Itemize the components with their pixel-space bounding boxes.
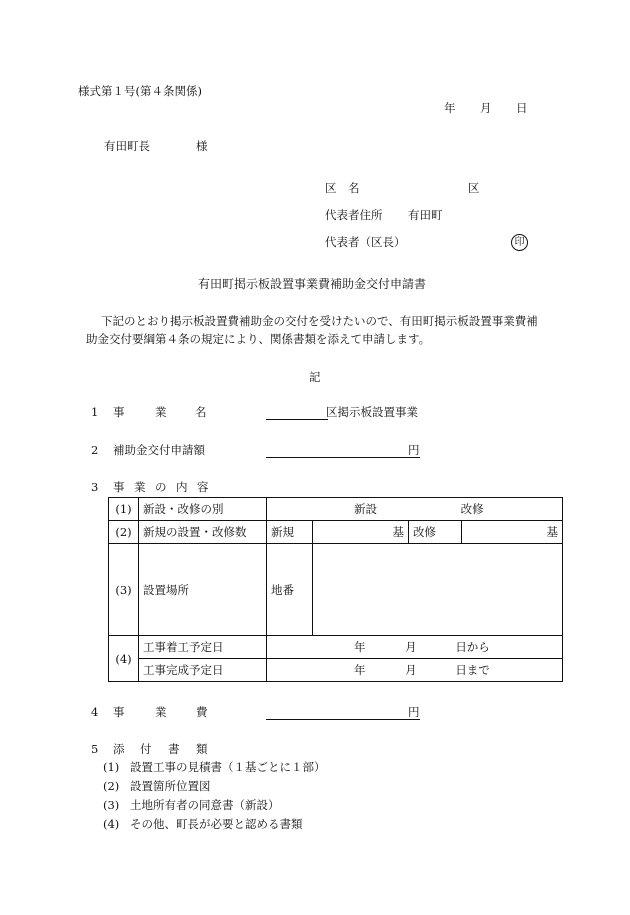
option-repair: 改修: [460, 502, 484, 516]
item1-label-char2: 業: [155, 405, 167, 419]
item4-label-char3: 費: [196, 705, 208, 719]
item1-label-char3: 名: [195, 405, 207, 419]
end-day: 日まで: [455, 663, 490, 677]
start-month: 月: [405, 640, 417, 654]
item4-number: 4: [91, 705, 99, 719]
item3-label-char5: 容: [197, 480, 209, 494]
item3-label-char2: 業: [134, 480, 146, 494]
representative-label: 代表者（区長）: [325, 235, 406, 249]
start-year: 年: [354, 640, 366, 654]
table-row-type: [109, 498, 563, 521]
row1-options: [267, 498, 563, 521]
body-line-1: 下記のとおり掲示板設置費補助金の交付を受けたいので、有田町掲示板設置事業費補: [101, 314, 538, 328]
row1-label: 新設・改修の別: [139, 498, 267, 521]
item1-underline: [266, 419, 328, 420]
row4-number: (4): [109, 636, 139, 682]
form-number: 様式第１号(第４条関係): [78, 84, 202, 98]
item4-label-char1: 事: [113, 705, 125, 719]
item5-label-char3: 書: [168, 742, 180, 756]
body-line-2: 助金交付要綱第４条の規定により、関係書類を添えて申請します。: [86, 332, 431, 346]
attachment-3-text: 土地所有者の同意書（新設）: [130, 798, 280, 812]
row3-label: 設置場所: [139, 544, 267, 636]
address-value: 有田町: [408, 208, 443, 222]
attachment-4-number: (4): [103, 817, 120, 831]
item5-label-char2: 付: [140, 742, 152, 756]
item2-unit: 円: [408, 443, 420, 457]
item4-label-char2: 業: [155, 705, 167, 719]
row2-new-label: 新規: [267, 521, 313, 544]
attachment-1-number: (1): [103, 760, 120, 774]
start-day: 日から: [455, 640, 490, 654]
table-row-count: [109, 521, 563, 544]
date-day-label: 日: [516, 101, 528, 115]
seal-mark: 印: [511, 234, 528, 251]
item1-label-char1: 事: [113, 405, 125, 419]
item4-unit: 円: [408, 705, 420, 719]
row2-repair-unit: 基: [462, 521, 563, 544]
row4-start-label: 工事着工予定日: [139, 636, 267, 659]
ward-suffix: 区: [468, 181, 480, 195]
address-label: 代表者住所: [325, 208, 383, 222]
row4-end-label: 工事完成予定日: [139, 659, 267, 682]
item5-label-char4: 類: [196, 742, 208, 756]
table-row-end-date: [109, 659, 563, 682]
ward-label: 区 名: [325, 181, 360, 195]
project-details-table: [108, 497, 563, 682]
option-new: 新設: [354, 502, 377, 516]
attachment-1-text: 設置工事の見積書（１基ごとに１部）: [130, 760, 326, 774]
addressee-name: 有田町長: [104, 139, 150, 153]
end-month: 月: [405, 663, 417, 677]
date-year-label: 年: [444, 101, 456, 115]
item1-value: 区掲示板設置事業: [326, 405, 418, 419]
row3-lot-value: [313, 544, 563, 636]
attachment-2-number: (2): [103, 779, 120, 793]
item3-label-char1: 事: [113, 480, 125, 494]
row1-number: (1): [109, 498, 139, 521]
addressee-honorific: 様: [196, 139, 208, 153]
date-month-label: 月: [480, 101, 492, 115]
item2-label: 補助金交付申請額: [113, 443, 205, 457]
attachment-2-text: 設置箇所位置図: [130, 779, 211, 793]
item2-number: 2: [91, 443, 99, 457]
row2-number: (2): [109, 521, 139, 544]
row3-number: (3): [109, 544, 139, 636]
attachment-3-number: (3): [103, 798, 120, 812]
end-year: 年: [354, 663, 366, 677]
row3-lot-label: 地番: [267, 544, 313, 636]
item3-label-char4: 内: [176, 480, 188, 494]
row4-start-date: [267, 636, 563, 659]
item3-label-char3: の: [155, 480, 167, 494]
item5-number: 5: [91, 742, 99, 756]
table-row-start-date: [109, 636, 563, 659]
attachment-4-text: その他、町長が必要と認める書類: [130, 817, 303, 831]
row2-repair-label: 改修: [409, 521, 462, 544]
table-row-location: [109, 544, 563, 636]
row2-label: 新規の設置・改修数: [139, 521, 267, 544]
item3-number: 3: [91, 480, 99, 494]
row4-end-date: [267, 659, 563, 682]
row2-new-unit: 基: [313, 521, 409, 544]
item2-underline: [266, 457, 420, 458]
ki-marker: 記: [309, 370, 321, 384]
item1-number: 1: [91, 405, 99, 419]
item4-underline: [266, 719, 420, 720]
document-title: 有田町掲示板設置事業費補助金交付申請書: [198, 277, 427, 291]
item5-label-char1: 添: [113, 742, 125, 756]
